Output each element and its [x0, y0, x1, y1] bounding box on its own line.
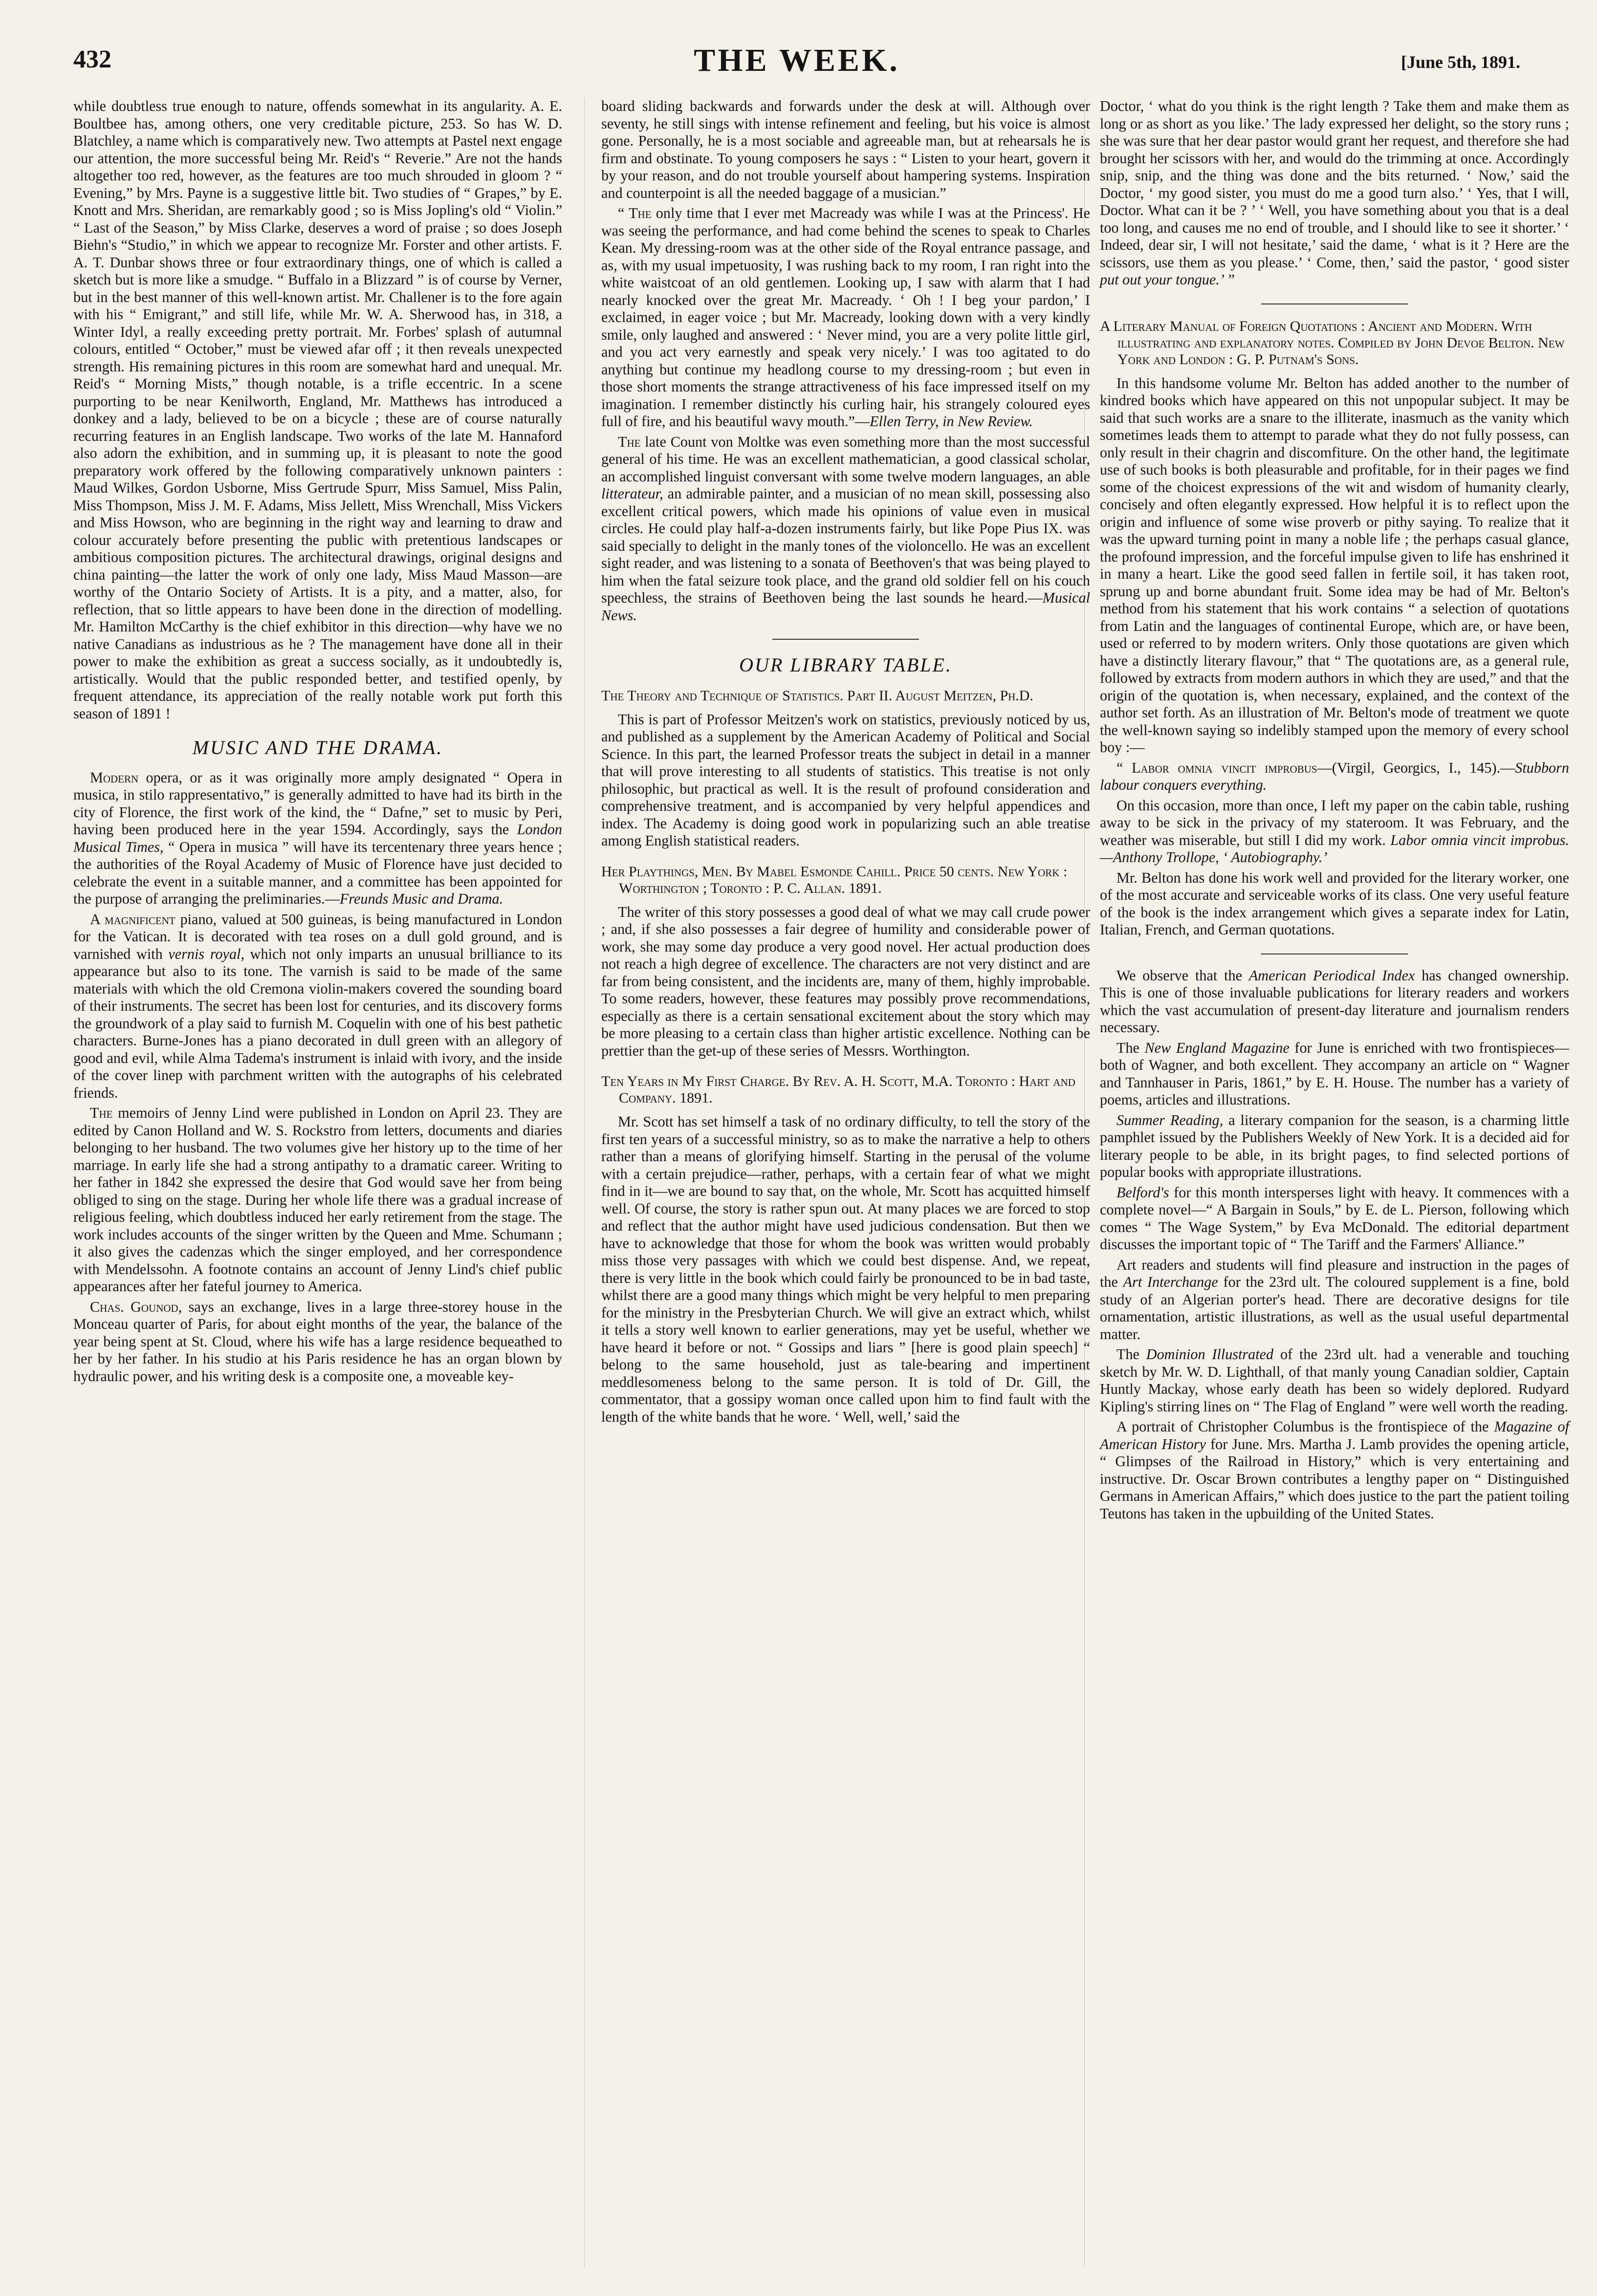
- divider-rule: [1261, 303, 1408, 304]
- quotation-example: On this occasion, more than once, I left my paper on the cabin table, rushing away to be sick in the privacy of my stateroom. It was February, and the weather was miserable, but still I did my work. Labor omnia vincit improbus.—Anthony Trollope, ‘ Autobiography.’: [1100, 797, 1569, 866]
- piano-paragraph: A magnificent piano, valued at 500 guineas, is being manufactured in London for the Vatican. It is decorated with tea roses on a dull gold ground, and is varnished with vernis royal, which not only imparts an unusual brilliance to its appearance but also to its tone. The varnish is said to be made of the same materials with which the old Cremona violin-makers covered the sounding board of their instruments. The secret has been lost for centuries, and its discovery forms the groundwork of a play said to furnish M. Coquelin with one of his best pathetic characters. Burne-Jones has a piano decorated in dull green with an allegory of good and evil, while Alma Tadema's instrument is inlaid with ivory, and the inside of the cover linep with parchment written with the autographs of his celebrated friends.: [73, 910, 563, 1101]
- macready-paragraph: “ The only time that I ever met Macready was while I was at the Princess'. He was seeing the performance, and had come behind the scenes to speak to Charles Kean. My dressing-room was at the other side of the Royal entrance passage, and as, with my usual impetuosity, I was rushing back to my room, I ran right into the white waistcoat of an old gentlemen. Looking up, I saw with alarm that I had nearly knocked over the great Mr. Macready. ‘ Oh ! I beg your pardon,’ I exclaimed, in eager voice ; but Mr. Macready, looking down with a very kindly smile, only laughed and answered : ‘ Never mind, you are a very polite little girl, and you act very earnestly and speak very nicely.’ I was too agitated to do anything but continue my headlong course to my dressing-room ; but even in those short moments the strange attractiveness of his face impressed itself on my imagination. I remember distinctly his curling hair, his strangely coloured eyes full of fire, and his beautiful wavy mouth.”—Ellen Terry, in New Review.: [601, 205, 1090, 430]
- periodical-note: Belford's for this month intersperses light with heavy. It commences with a complete novel—“ A Bargain in Souls,” by E. de L. Pierson, following which comes “ The Wage System,” by Eva McDonald. The editorial department discusses the important topic of “ The Tariff and the Farmers' Alliance.”: [1100, 1184, 1569, 1253]
- jenny-lind-paragraph: The memoirs of Jenny Lind were published in London on April 23. They are edited by Canon Holland and W. S. Rockstro from letters, documents and diaries belonging to her husband. The two volumes give her history up to the time of her marriage. In early life she had a strong antipathy to a dramatic career. Writing to her father in 1842 she expressed the desire that God would save her from being obliged to sing on the stage. During her whole life there was a gradual increase of religious feeling, which doubtless induced her early retirement from the stage. The work includes accounts of the singer written by the Queen and Mme. Schumann ; it also gives the cadenzas which the singer employed, and her correspondence with Mendelssohn. A footnote contains an account of Jenny Lind's chief public appearances after her fateful journey to America.: [73, 1105, 562, 1295]
- quotation-example: “ Labor omnia vincit improbus—(Virgil, Georgics, I., 145).—Stubborn labour conquers everything.: [1100, 759, 1569, 793]
- lead-word: A magnificent: [90, 910, 175, 928]
- source-signature: Freunds Music and Drama.: [339, 890, 503, 907]
- book-title: The Theory and Technique of Statistics. Part II. August Meitzen, Ph.D.: [601, 687, 1033, 704]
- gounod-continued: board sliding backwards and forwards under the desk at will. Although over seventy, he still sings with intense refinement and feeling, but his voice is almost gone. Personally, he is a most sociable and agreeable man, but at rehearsals he is firm and obstinate. To young composers he says : “ Listen to your heart, govern it by your reason, and do not trouble yourself about hampering systems. Inspiration and counterpoint is all the needed baggage of a musician.”: [601, 98, 1090, 201]
- page-header: [73, 45, 1520, 84]
- review-paragraph: Mr. Belton has done his work well and provided for the literary worker, one of the most accurate and serviceable works of its class. One very useful feature of the book is the index arrangement which gives a separate index for Latin, Italian, French, and German quotations.: [1100, 869, 1569, 938]
- column-3: [1100, 98, 1569, 1525]
- opera-paragraph: Modern opera, or as it was originally more amply designated “ Opera in musica, in stilo rappresentativo,” is generally admitted to have had its birth in the city of Florence, the first work of the kind, the “ Dafne,” set to music by Peri, having been produced here in the year 1594. Accordingly, says the London Musical Times, “ Opera in musica ” will have its tercentenary three years hence ; the authorities of the Royal Academy of Music of Florence have just decided to celebrate the event in a suitable manner, and a committee has been appointed for the purpose of arranging the preliminaries.—Freunds Music and Drama.: [73, 769, 562, 907]
- moltke-paragraph: The late Count von Moltke was even something more than the most successful general of his time. He was an excellent mathematician, a good classical scholar, an accomplished linguist conversant with some twelve modern languages, an able litterateur, an admirable painter, and a musician of no mean skill, possessing also excellent critical powers, which made his opinions of value even in musical circles. He could play half-a-dozen instruments fairly, but like Pope Pius IX. was said specially to delight in the manly tones of the violoncello. He was an excellent sight reader, and was listening to a sonata of Beethoven's that was being played to him when the fatal seizure took place, and the grand old soldier fell on his couch speechless, the strains of Beethoven being the last sounds he heard.—Musical News.: [601, 433, 1090, 624]
- gill-story-continued: Doctor, ‘ what do you think is the right length ? Take them and make them as long or as short as you like.’ The lady expressed her delight, so the story runs ; she was sure that her dear pastor would grant her request, and therefore she had brought her scissors with her, and would do the trimming at once. Accordingly snip, snip, and the thing was done and the bits returned. ‘ Now,’ said the Doctor, ‘ my good sister, you must do me a good turn also.’ ‘ Yes, that I will, Doctor. What can it be ? ’ ‘ Well, you have something about you that is a deal too long, and causes me no end of trouble, and I should like to see it shorter.’ ‘ Indeed, dear sir, I will not hesitate,’ said the dame, ‘ what is it ? Here are the scissors, use them as you please.’ ‘ Come, then,’ said the pastor, ‘ good sister put out your tongue.’ ”: [1100, 98, 1569, 288]
- book-title: A Literary Manual of Foreign Quotations : Ancient and Modern. With illustrating and explanatory notes. Compiled by John Devoe Belton. New York and London : G. P. Putnam's Sons.: [1100, 318, 1565, 368]
- divider-rule: [772, 639, 919, 640]
- periodical-note: Summer Reading, a literary companion for the season, is a charming little pamphlet issued by the Publishers Weekly of New York. It is a decided aid for literary people to be able, in its bright pages, to find selected portions of popular books with appropriate illustrations.: [1100, 1111, 1569, 1180]
- lead-word: The: [618, 433, 641, 450]
- periodical-note: The New England Magazine for June is enriched with two frontispieces—both of Wagner, and both excellent. They accompany an article on “ Wagner and Tannhauser in Paris, 1861,” by E. H. House. The number has a variety of poems, articles and illustrations.: [1100, 1039, 1569, 1108]
- review-paragraph: This is part of Professor Meitzen's work on statistics, previously noticed by us, and published as a supplement by the American Academy of Political and Social Science. In this part, the learned Professor treats the subject in detail in a manner that will prove interesting to all students of statistics. This treatise is not only philosophic, but practical as well. It is the result of profound consideration and comprehensive treatment, and is accompanied by very helpful appendices and index. The Academy is doing good work in popularizing such an able treatise among English statistical readers.: [601, 711, 1090, 849]
- issue-date: [June 5th, 1891.: [1400, 52, 1520, 72]
- section-heading-library: OUR LIBRARY TABLE.: [739, 654, 952, 676]
- periodical-note: A portrait of Christopher Columbus is the frontispiece of the Magazine of American History for June. Mrs. Martha J. Lamb provides the opening article, “ Glimpses of the Railroad in History,” which is very entertaining and instructive. Dr. Oscar Brown contributes a lengthy paper on “ Distinguished Germans in American Affairs,” which does justice to the part the patient toiling Teutons has taken in the upbuilding of the United States.: [1100, 1418, 1570, 1522]
- book-title: Ten Years in My First Charge. By Rev. A. H. Scott, M.A. Toronto : Hart and Company. 1891.: [601, 1073, 1075, 1106]
- divider-rule: [1261, 953, 1408, 954]
- source-signature: Ellen Terry, in New Review.: [870, 413, 1033, 430]
- review-paragraph: In this handsome volume Mr. Belton has added another to the number of kindred books which have appeared on this not unpopular subject. It may be said that such works are a snare to the illiterate, inasmuch as the vanity which sometimes leads them to attempt to parade what they do not fully possess, can only result in their chagrin and discomfiture. On the other hand, the legitimate use of such books is both pleasurable and profitable, for in their pages we find some of the choicest expressions of the wit and wisdom of humanity clearly, concisely and often elegantly expressed. How helpful it is to reflect upon the origin and influence of some wise proverb or pithy saying. To realize that it was the upward turning point in many a noble life ; the perhaps casual glance, the profound impression, and the forceful impulse given to life has enshrined it in many a heart. Like the good seed fallen in fertile soil, it has taken root, sprung up and borne abundant fruit. Some idea may be had of Mr. Belton's method from his statement that his work contains “ a selection of quotations from Latin and the languages of continental Europe, which are, or have been, used or referred to by modern writers. Only those quotations are given which have a distinctly literary flavour,” that “ The quotations are, as a general rule, followed by extracts from modern authors in which they are used,” and that the origin of the quotation is, when necessary, explained, and the context of the author set forth. As an illustration of Mr. Belton's mode of treatment we quote the well-known saying so indelibly stamped upon the memory of every school boy :—: [1100, 374, 1569, 756]
- periodical-note: The Dominion Illustrated of the 23rd ult. had a venerable and touching sketch by Mr. W. D. Lighthall, of that manly young Canadian soldier, Captain Huntly Mackay, whose early death has been so widely deplored. Rudyard Kipling's stirring lines on “ The Flag of England ” were well worth the reading.: [1100, 1346, 1570, 1415]
- gounod-paragraph: Chas. Gounod, says an exchange, lives in a large three-storey house in the Monceau quarter of Paris, for about eight months of the year, the balance of the year being spent at St. Cloud, where his wife has a large residence bequeathed to her by her father. In his studio at his Paris residence he has an organ blown by hydraulic power, and his writing desk is a composite one, a moveable key-: [73, 1298, 562, 1385]
- art-review-paragraph: while doubtless true enough to nature, offends somewhat in its angularity. A. E. Boultbee has, among others, one very creditable picture, 253. So has W. D. Blatchley, a name which is comparatively new. Two attempts at Pastel next engage our attention, the more successful being Mr. Reid's “ Reverie.” Are not the hands altogether too red, however, as the features are too much shrouded in gloom ? “ Evening,” by Mrs. Payne is a suggestive little bit. Two studies of “ Grapes,” by E. Knott and Mrs. Sheridan, are remarkably good ; so is Miss Jopling's old “ Violin.” “ Last of the Season,” by Miss Clarke, deserves a word of praise ; so does Joseph Biehn's “Studio,” in which we appear to recognize Mr. Forster and other artists. F. A. T. Dunbar shows three or four extraordinary things, one of which is called a sketch but is more like a smudge. “ Buffalo in a Blizzard ” is of course by Verner, but in the best manner of this well-known artist. Mr. Challener is to the fore again with his “ Emigrant,” and still life, while Mr. W. A. Sherwood has, in 318, a Winter Idyl, a really exceeding pretty portrait. Mr. Forbes' splash of autumnal colours, entitled “ October,” must be viewed afar off ; it then reveals unexpected strength. His remaining pictures in this room are somewhat hard and unequal. Mr. Reid's “ Morning Mists,” though notable, is a trifle eccentric. In a scene purporting to be near Kenilworth, England, Mr. Matthews has introduced a donkey and a lady, believed to be on a bicycle ; these are of course naturally recurring features in an English landscape. Two works of the late M. Hannaford also adorn the exhibition, and in summing up, it is pleasant to note the good preparatory work offered by the following comparatively unknown painters : Maud Wilkes, Gordon Usborne, Miss Gertrude Spurr, Miss Samuel, Miss Palin, Miss Thompson, Miss J. M. F. Adams, Miss Jellett, Miss Wrenchall, Miss Vickers and Miss Howson, who are beginning in the right way and learning to draw and colour accurately before presenting the public with pretentious landscapes or ambitious composition pictures. The architectural drawings, original designs and china painting—the latter the work of only one lady, Miss Maud Masson—are worthy of the Ontario Society of Artists. It is a pity, and a matter, also, for reflection, that so little appears to have been done in the direction of modelling. Mr. Hamilton McCarthy is the chief exhibitor in this direction—why have we no native Canadians as industrious as he ? The management have done all in their power to make the exhibition as great a success socially, as it undoubtedly is, artistically. Would that the public responded better, and testified openly, by frequent attendance, its appreciation of the really notable work put forth this season of 1891 !: [73, 98, 562, 722]
- source-signature: Musical News.: [601, 589, 1090, 624]
- masthead-title: THE WEEK.: [694, 43, 900, 78]
- source-title: London Musical Times,: [73, 821, 562, 855]
- periodical-note: Art readers and students will find pleasure and instruction in the pages of the Art Interchange for the 23rd ult. The coloured supplement is a fine, bold study of an Algerian porter's head. There are decorative designs for tile ornamentation, artistic illustrations, as well as the usual useful departmental matter.: [1100, 1256, 1570, 1343]
- column-1: [73, 98, 562, 1388]
- review-paragraph: The writer of this story possesses a good deal of what we may call crude power ; and, if she also possesses a fair degree of humility and considerable power of work, she may some day produce a very good novel. Her actual production does not reach a high degree of excellence. The characters are not very distinct and are far from being consistent, and the incidents are, many of them, highly improbable. To some readers, however, these features may possibly prove recommendations, especially as there is a certain sensational excitement about the story which may be more pleasing to a certain class than higher artistic excellence. Nothing can be prettier than the get-up of these series of Messrs. Worthington.: [601, 903, 1090, 1059]
- column-2: [601, 98, 1090, 1429]
- lead-word: Modern: [90, 769, 139, 786]
- lead-word: Chas. Gounod,: [90, 1298, 182, 1315]
- page-number: 432: [73, 45, 111, 73]
- periodical-note: We observe that the American Periodical Index has changed ownership. This is one of those invaluable publications for literary readers and workers which the vast accumulation of present-day literature and journalism renders necessary.: [1100, 967, 1570, 1036]
- section-heading-music: MUSIC AND THE DRAMA.: [192, 736, 443, 758]
- column-divider: [584, 98, 585, 2268]
- book-title: Her Playthings, Men. By Mabel Esmonde Cahill. Price 50 cents. New York : Worthington ; Toronto : P. C. Allan. 1891.: [601, 863, 1068, 896]
- lead-word: The: [90, 1105, 113, 1121]
- review-paragraph: Mr. Scott has set himself a task of no ordinary difficulty, to tell the story of the first ten years of a successful ministry, so as to make the narrative a help to others rather than a means of glorifying himself. Starting in the perusal of the volume with a certain prejudice—rather, perhaps, with a certain fear of what we might find in it—we are bound to say that, on the whole, Mr. Scott has acquitted himself well. Of course, the story is rather spun out. At many places we are forced to stop and reflect that the author might have used judicious condensation. But then we have to acknowledge that those for whom the book was written would probably miss those very passages with which we could best dispense. And, we repeat, there is very little in the book which could fairly be pronounced to be in bad taste, whilst there are a good many things which might be very helpful to men preparing for the ministry in the Presbyterian Church. We will give an extract which, whilst it tells a story well known to earlier generations, may yet be useful, whether we have heard it before or not. “ Gossips and liars ” [here is good plain speech] “ belong to the same household, just as tale-bearing and impertinent meddlesomeness belong to the same person. It is told of Dr. Gill, the commentator, that a gossipy woman once called upon him to find fault with the length of the white bands that he wore. ‘ Well, well,’ said the: [601, 1113, 1090, 1425]
- lead-word: “ The: [618, 205, 652, 221]
